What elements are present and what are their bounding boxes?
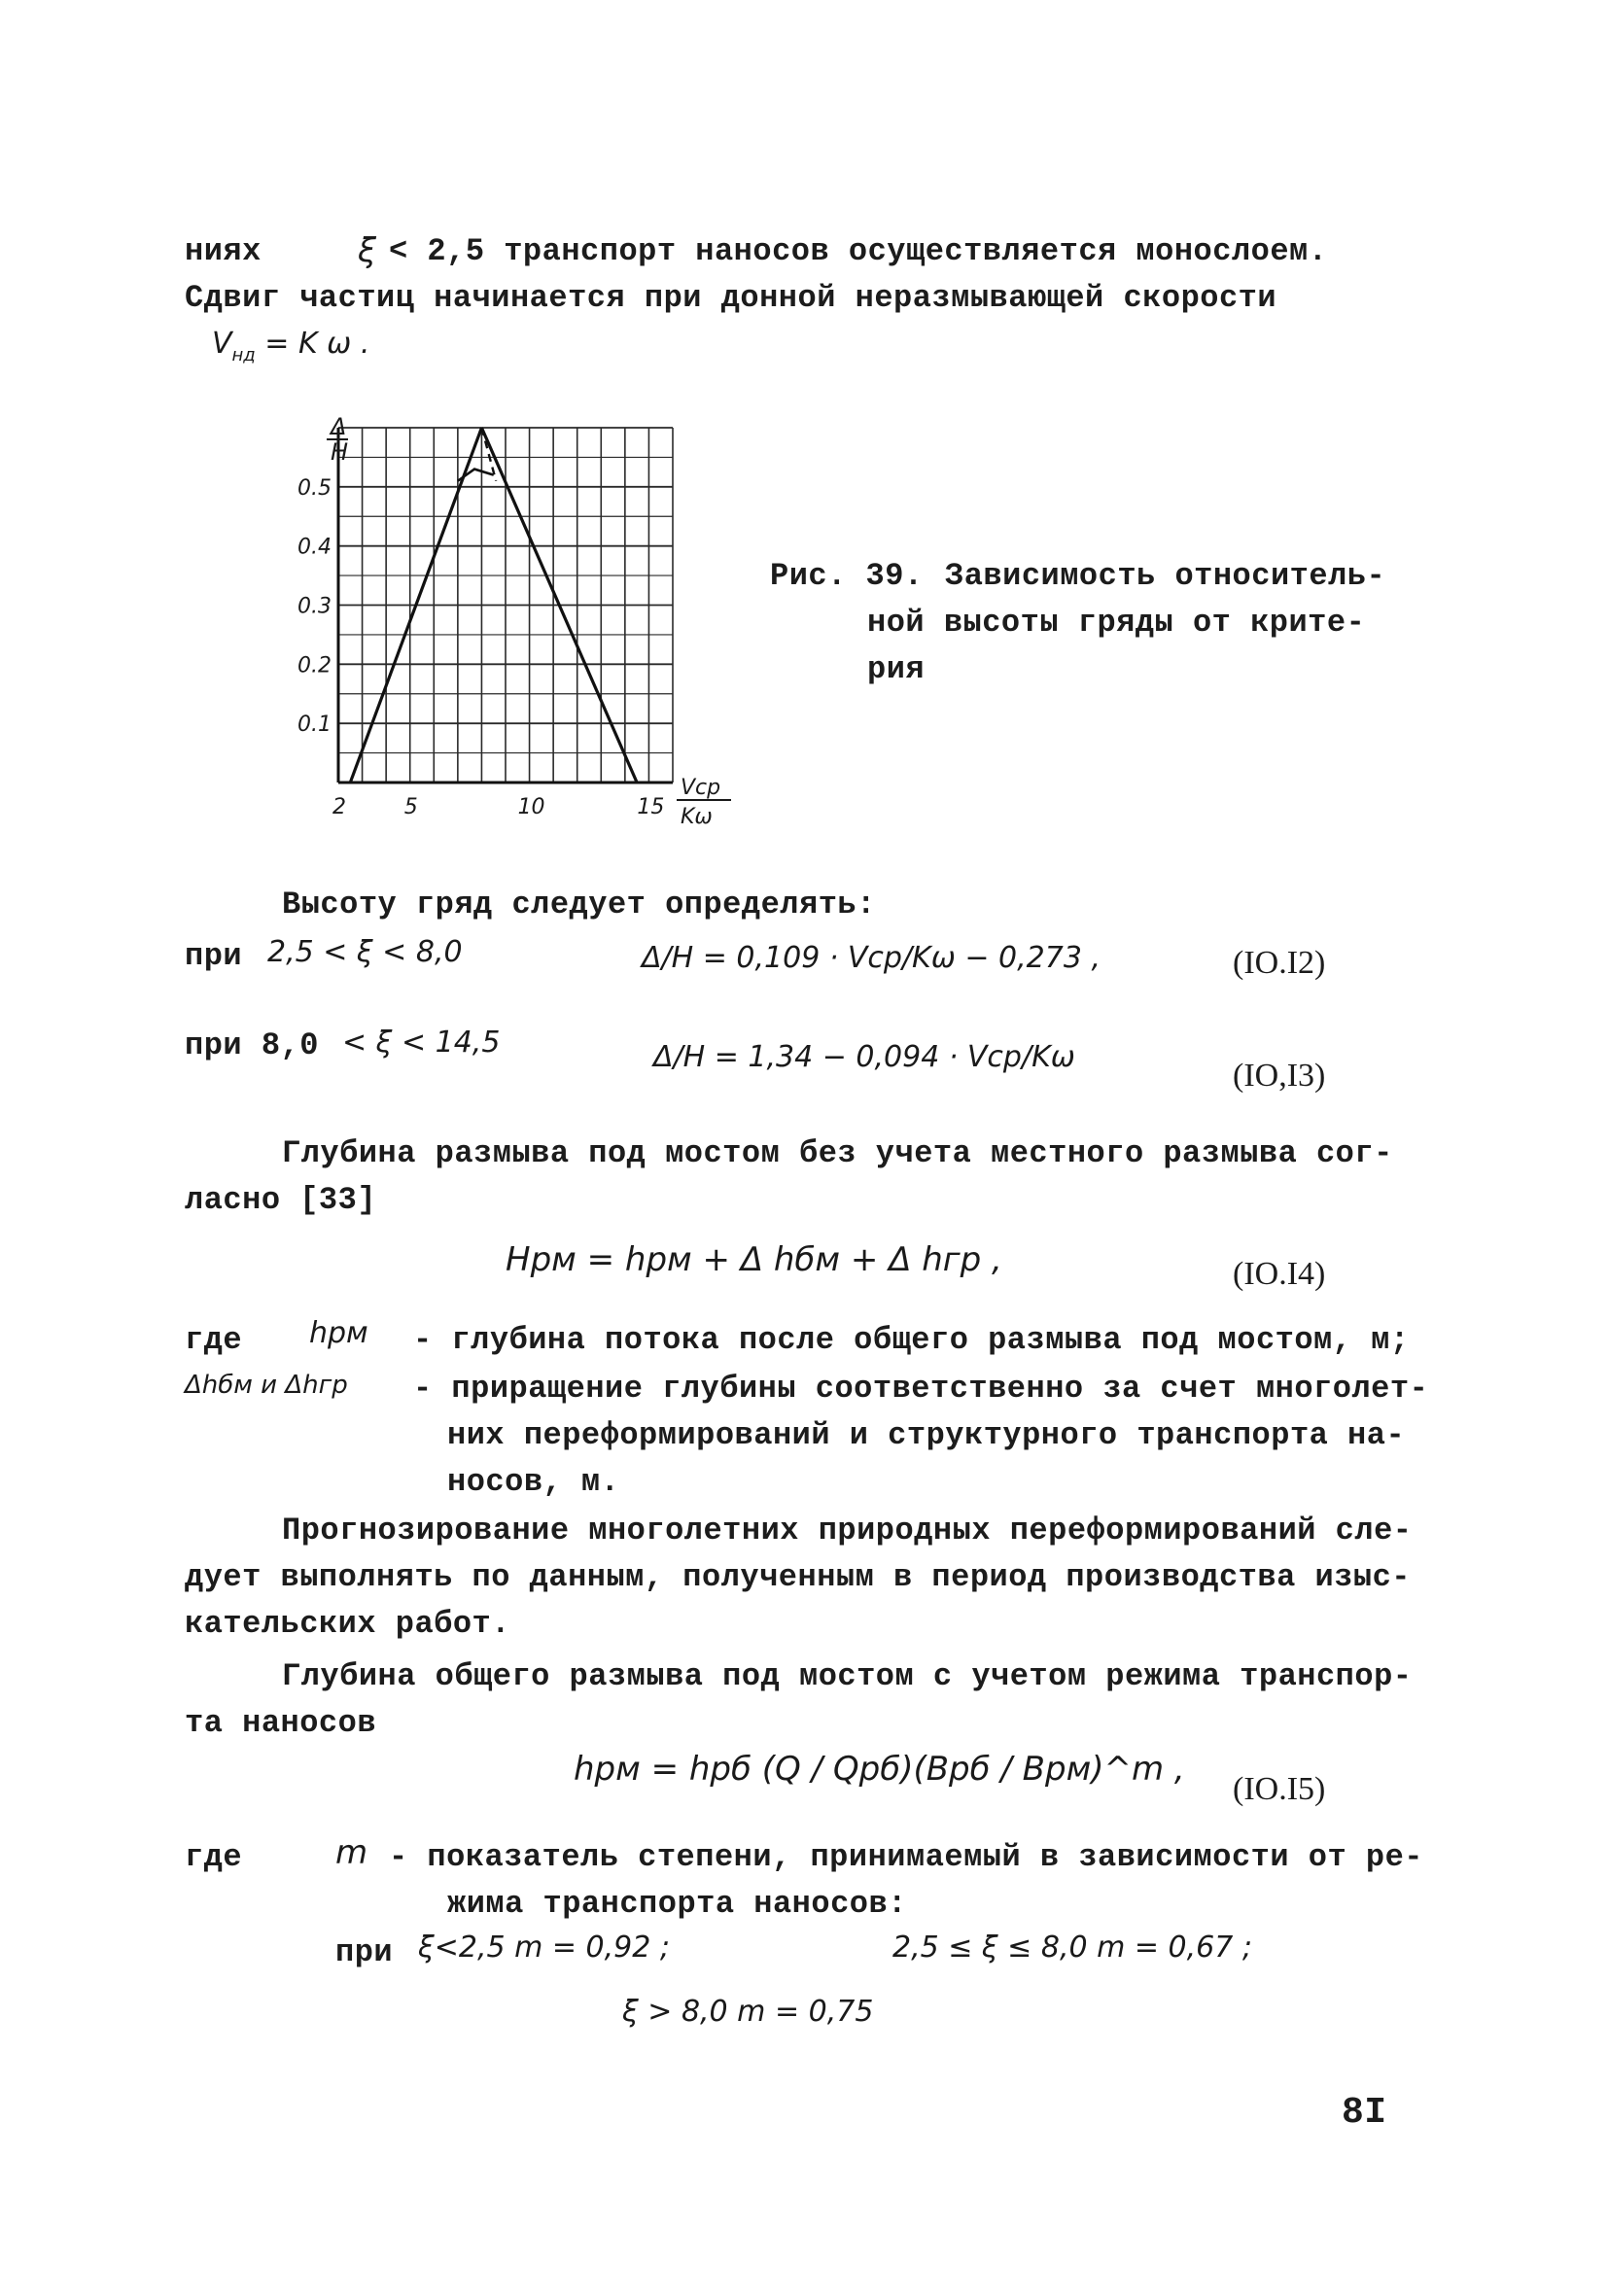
y-axis-label-top: Δ [331,413,347,440]
text-line: ниях [185,233,262,269]
x-tick-label: 15 [637,795,665,819]
equation-number: (IO.I2) [1233,945,1326,981]
y-tick-label: 0.1 [297,713,332,738]
x-axis-label-top: Vср [681,776,721,800]
xi-symbol: ξ [358,231,376,270]
equation-number: (IO,I3) [1233,1058,1326,1094]
condition-eq13: < ξ < 14,5 [342,1026,501,1060]
y-tick-label: 0.5 [297,475,332,501]
formula-eq13: Δ/H = 1,34 − 0,094 · Vср/Kω [653,1040,1075,1074]
figure-caption-line: Зависимость относитель- [945,558,1386,594]
figure-caption-line: ной высоты гряды от крите- [867,605,1366,641]
formula-v-nd: $V_{нд} = K$ ω . [212,327,370,365]
text-line: Глубина общего размыва под мостом с учетом режима транспор- [282,1658,1413,1694]
condition-prefix: при [335,1934,394,1970]
definition-text: жима транспорта наносов: [447,1886,907,1922]
x-tick-label: 10 [517,795,545,819]
where-label: где [185,1839,243,1875]
text-line: Сдвиг частиц начинается при донной неразмывающей скорости [185,280,1277,316]
x-tick-label: 2 [332,795,346,819]
formula-eq12: Δ/H = 0,109 · Vср/Kω − 0,273 , [642,941,1101,975]
definition-text: - приращение глубины соответственно за счет многолет- [413,1371,1429,1407]
x-tick-label: 5 [403,795,418,819]
condition-prefix: при 8,0 [185,1027,319,1063]
where-label: где [185,1322,243,1358]
condition-m2: 2,5 ≤ ξ ≤ 8,0 m = 0,67 ; [892,1931,1252,1965]
figure-number: Рис. 39. [770,558,924,594]
text-line: < 2,5 транспорт наносов осуществляется монослоем. [389,233,1328,269]
figure-caption-line: рия [867,651,926,687]
formula-eq14: Hрм = hрм + Δ hбм + Δ hгр , [506,1240,1002,1279]
definition-symbol: m [335,1833,368,1872]
definition-symbol: Δhбм и Δhгр [185,1371,348,1400]
paragraph-intro: Высоту гряд следует определять: [282,887,876,922]
text-line: кательских работ. [185,1606,510,1642]
condition-prefix: при [185,938,243,974]
text-line: дует выполнять по данным, полученным в период производства изыс- [185,1559,1411,1595]
text-line: Глубина размыва под мостом без учета местного размыва сог- [282,1135,1393,1171]
condition-m3: ξ > 8,0 m = 0,75 [622,1995,874,2029]
condition-eq12: 2,5 < ξ < 8,0 [267,935,463,969]
text-line: ласно [33] [185,1182,377,1218]
definition-text: - глубина потока после общего размыва под мостом, м; [413,1322,1410,1358]
formula-eq15: hрм = hрб (Q / Qрб)(Bрб / Bрм)^m , [574,1750,1185,1789]
y-tick-label: 0.4 [297,535,332,560]
definition-text: - показатель степени, принимаемый в зависимости от ре- [389,1839,1423,1875]
definition-text: них переформирований и структурного транспорта на- [447,1417,1406,1453]
equation-number: (IO.I4) [1233,1256,1326,1292]
definition-symbol: hрм [309,1316,368,1350]
equation-number: (IO.I5) [1233,1771,1326,1807]
condition-m1: ξ<2,5 m = 0,92 ; [418,1931,670,1965]
page-number: 8I [1342,2092,1387,2134]
definition-text: носов, м. [447,1464,620,1500]
text-line: Прогнозирование многолетних природных переформирований сле- [282,1513,1413,1548]
figure-39-chart [292,413,749,841]
y-axis-label-bottom: H [331,438,349,466]
x-axis-label-bottom: Kω [681,805,713,829]
y-tick-label: 0.2 [297,653,332,678]
y-tick-label: 0.3 [297,594,332,619]
text-line: та наносов [185,1705,377,1741]
